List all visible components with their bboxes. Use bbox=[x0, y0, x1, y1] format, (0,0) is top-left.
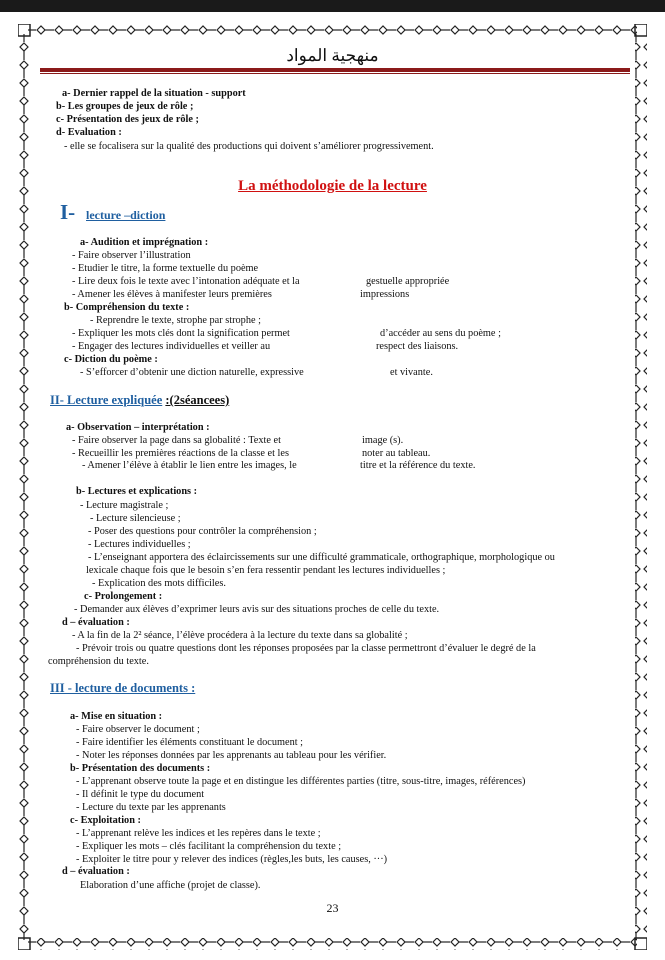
header-title: منهجية المواد bbox=[286, 46, 379, 65]
s3-d1: Elaboration d’une affiche (projet de classe). bbox=[80, 880, 261, 891]
s2-b5: - L’enseignant apportera des éclaircissements sur une difficulté grammaticale, orthographique, morphologique ou bbox=[88, 552, 555, 563]
s1-b3-right: respect des liaisons. bbox=[376, 341, 459, 352]
s1-a2: - Etudier le titre, la forme textuelle du poème bbox=[72, 263, 259, 274]
s2-b1: - Lecture magistrale ; bbox=[80, 500, 169, 511]
intro-d1: - elle se focalisera sur la qualité des productions qui doivent s’améliorer progressivement. bbox=[64, 141, 434, 152]
s3-c2: - Expliquer les mots – clés facilitant la compréhension du texte ; bbox=[76, 841, 342, 852]
s2-b2: - Lecture silencieuse ; bbox=[90, 513, 181, 524]
s2-b6: lexicale chaque fois que le besoin s’en fera ressentir pendant les lectures individuelles ; bbox=[86, 565, 446, 576]
s1-a1: - Faire observer l’illustration bbox=[72, 250, 191, 261]
s2-b4: - Lectures individuelles ; bbox=[88, 539, 191, 550]
s1-a3-left: - Lire deux fois le texte avec l’intonation adéquate et la bbox=[72, 276, 300, 287]
s1-b3-left: - Engager des lectures individuelles et veiller au bbox=[72, 341, 271, 352]
s2-a-heading: a- Observation – interprétation : bbox=[66, 422, 210, 433]
s2-a3-left: - Amener l’élève à établir le lien entre les images, le bbox=[82, 460, 297, 471]
s1-a4-right: impressions bbox=[360, 289, 410, 300]
s3-a3: - Noter les réponses données par les apprenants au tableau pour les vérifier. bbox=[76, 750, 387, 761]
s1-c-heading: c- Diction du poème : bbox=[64, 354, 158, 365]
s2-d1: - A la fin de la 2² séance, l’élève procédera à la lecture du texte dans sa globalité ; bbox=[72, 630, 408, 641]
s1-a4-left: - Amener les élèves à manifester leurs premières bbox=[72, 289, 272, 300]
s1-c1-right: et vivante. bbox=[390, 367, 433, 378]
s1-b-heading: b- Compréhension du texte : bbox=[64, 302, 190, 313]
intro-d: d- Evaluation : bbox=[56, 127, 122, 138]
s1-b2-left: - Expliquer les mots clés dont la signification permet bbox=[72, 328, 290, 339]
s2-c1: - Demander aux élèves d’exprimer leurs avis sur des situations proches de celle du texte. bbox=[74, 604, 440, 615]
s1-a-heading: a- Audition et imprégnation : bbox=[80, 237, 209, 248]
section-1-number: I- bbox=[60, 200, 76, 224]
s3-b1: - L’apprenant observe toute la page et en distingue les différentes parties (titre, sous-titre, images, références) bbox=[76, 776, 526, 787]
s3-d-heading: d – évaluation : bbox=[62, 866, 130, 877]
s3-b-heading: b- Présentation des documents : bbox=[70, 763, 211, 774]
s2-c-heading: c- Prolongement : bbox=[84, 591, 163, 602]
section-2-suffix: :(2séancees) bbox=[165, 393, 230, 407]
s3-c1: - L’apprenant relève les indices et les repères dans le texte ; bbox=[76, 828, 321, 839]
top-bar bbox=[0, 0, 665, 12]
s3-b2: - Il définit le type du document bbox=[76, 789, 205, 800]
s1-a3-right: gestuelle appropriée bbox=[366, 276, 450, 287]
s3-b3: - Lecture du texte par les apprenants bbox=[76, 802, 226, 813]
s2-d3: compréhension du texte. bbox=[48, 656, 149, 667]
section-1-title: lecture –diction bbox=[86, 208, 166, 222]
page-number: 23 bbox=[326, 901, 339, 915]
s3-c3: - Exploiter le titre pour y relever des indices (règles,les buts, les causes, ···) bbox=[76, 854, 388, 865]
intro-c: c- Présentation des jeux de rôle ; bbox=[56, 114, 199, 125]
s1-b1: - Reprendre le texte, strophe par strophe ; bbox=[90, 315, 261, 326]
s2-b7: - Explication des mots difficiles. bbox=[92, 578, 226, 589]
section-2-title: II- Lecture expliquée :(2séancees) bbox=[50, 393, 230, 407]
s2-a1-left: - Faire observer la page dans sa globalité : Texte et bbox=[72, 435, 281, 446]
header-rule-thin bbox=[40, 73, 630, 74]
s1-b2-right: d’accéder au sens du poème ; bbox=[380, 328, 501, 339]
intro-b: b- Les groupes de jeux de rôle ; bbox=[56, 101, 194, 112]
s2-a1-right: image (s). bbox=[362, 435, 404, 446]
header-rule bbox=[40, 68, 630, 72]
s2-b-heading: b- Lectures et explications : bbox=[76, 486, 198, 497]
s2-a3-right: titre et la référence du texte. bbox=[360, 460, 476, 471]
s2-b3: - Poser des questions pour contrôler la compréhension ; bbox=[88, 526, 317, 537]
s3-a1: - Faire observer le document ; bbox=[76, 724, 200, 735]
main-title: La méthodologie de la lecture bbox=[238, 178, 427, 194]
s2-d2: - Prévoir trois ou quatre questions dont les réponses proposées par la classe permettront d’évaluer le degré de la bbox=[76, 643, 536, 654]
s2-d-heading: d – évaluation : bbox=[62, 617, 130, 628]
s3-c-heading: c- Exploitation : bbox=[70, 815, 141, 826]
s3-a-heading: a- Mise en situation : bbox=[70, 711, 163, 722]
s1-c1-left: - S’efforcer d’obtenir une diction naturelle, expressive bbox=[80, 367, 304, 378]
section-3-title: III - lecture de documents : bbox=[50, 681, 196, 695]
s2-a2-right: noter au tableau. bbox=[362, 448, 431, 459]
s2-a2-left: - Recueillir les premières réactions de la classe et les bbox=[72, 448, 289, 459]
intro-a: a- Dernier rappel de la situation - support bbox=[62, 88, 246, 99]
s3-a2: - Faire identifier les éléments constituant le document ; bbox=[76, 737, 304, 748]
